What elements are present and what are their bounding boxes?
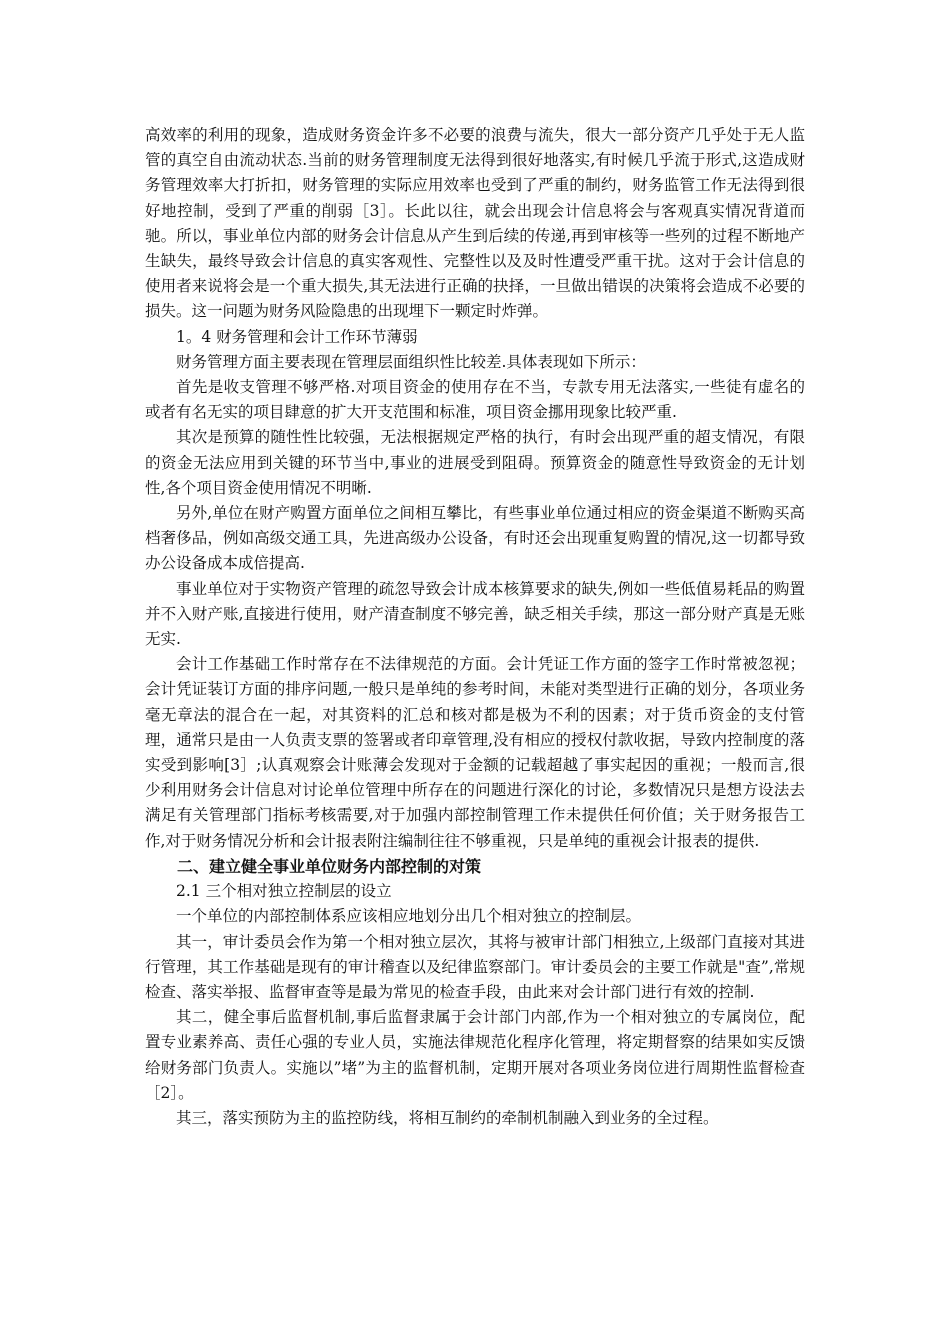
section-heading-2: 二、建立健全事业单位财务内部控制的对策: [177, 856, 482, 876]
paragraph-12: 其二，健全事后监督机制,事后监督隶属于会计部门内部,作为一个相对独立的专属岗位，配置专业素养高、责任心强的专业人员，实施法律规范化程序化管理，将定期督察的结果如实反馈给财务部门负责人。实施以”堵”为主的监督机制，定期开展对各项业务岗位进行周期性监督检查［2］。: [145, 1008, 805, 1102]
document-body: [145, 123, 805, 1131]
paragraph-11: 其一，审计委员会作为第一个相对独立层次，其将与被审计部门相独立,上级部门直接对其进行管理，其工作基础是现有的审计稽查以及纪律监察部门。审计委员会的主要工作就是"查”,常规检查、落实举报、监督审查等是最为常见的检查手段，由此来对会计部门进行有效的控制.: [145, 932, 805, 1001]
paragraph-2: 财务管理方面主要表现在管理层面组织性比较差.具体表现如下所示：: [176, 352, 646, 371]
paragraph-13: 其三，落实预防为主的监控防线，将相互制约的牵制机制融入到业务的全过程。: [176, 1108, 719, 1127]
paragraph-5: 另外,单位在财产购置方面单位之间相互攀比，有些事业单位通过相应的资金渠道不断购买高档奢侈品，例如高级交通工具，先进高级办公设备，有时还会出现重复购置的情况,这一切都导致办公设备成本成倍提高.: [145, 504, 805, 573]
paragraph-6: 事业单位对于实物资产管理的疏忽导致会计成本核算要求的缺失,例如一些低值易耗品的购置并不入财产账,直接进行使用，财产清查制度不够完善，缺乏相关手续，那这一部分财产真是无账无实.: [145, 579, 805, 649]
paragraph-3: 首先是收支管理不够严格.对项目资金的使用存在不当，专款专用无法落实,一些徒有虚名的或者有名无实的项目肆意的扩大开支范围和标准，项目资金挪用现象比较严重.: [145, 378, 805, 422]
subheading-2-1: 2.1 三个相对独立控制层的设立: [176, 882, 392, 901]
paragraph-0: 高效率的利用的现象，造成财务资金许多不必要的浪费与流失，很大一部分资产几乎处于无人监管的真空自由流动状态.当前的财务管理制度无法得到很好地落实,有时候几乎流于形式,这造成财务管理效率大打折扣，财务管理的实际应用效率也受到了严重的制约，财务监管工作无法得到很好地控制，受到了严重的削弱［3］。长此以往，就会出现会计信息将会与客观真实情况背道而驰。所以，事业单位内部的财务会计信息从产生到后续的传递,再到审核等一些列的过程不断地产生缺失，最终导致会计信息的真实客观性、完整性以及及时性遭受严重干扰。这对于会计信息的使用者来说将会是一个重大损失,其无法进行正确的抉择，一旦做出错误的决策将会造成不必要的损失。这一问题为财务风险隐患的出现埋下一颗定时炸弹。: [145, 126, 805, 321]
subheading-1-4: 1。4 财务管理和会计工作环节薄弱: [176, 327, 418, 346]
paragraph-4: 其次是预算的随性性比较强，无法根据规定严格的执行，有时会出现严重的超支情况，有限的资金无法应用到关键的环节当中,事业的进展受到阻碍。预算资金的随意性导致资金的无计划性,各个项目资金使用情况不明晰.: [145, 428, 805, 497]
paragraph-7: 会计工作基础工作时常存在不法律规范的方面。会计凭证工作方面的签字工作时常被忽视；会计凭证装订方面的排序问题,一般只是单纯的参考时间，未能对类型进行正确的划分，各项业务毫无章法的混合在一起，对其资料的汇总和核对都是极为不利的因素；对于货币资金的支付管理，通常只是由一人负责支票的签署或者印章管理,没有相应的授权付款收据，导致内控制度的落实受到影响[3］;认真观察会计账薄会发现对于金额的记载超越了事实起因的重视；一般而言,很少利用财务会计信息对讨论单位管理中所存在的问题进行深化的讨论，多数情况只是想方设法去满足有关管理部门指标考核需要,对于加强内部控制管理工作未提供任何价值；关于财务报告工作,对于财务情况分析和会计报表附注编制往往不够重视，只是单纯的重视会计报表的提供.: [145, 655, 805, 850]
paragraph-10: 一个单位的内部控制体系应该相应地划分出几个相对独立的控制层。: [176, 907, 642, 926]
